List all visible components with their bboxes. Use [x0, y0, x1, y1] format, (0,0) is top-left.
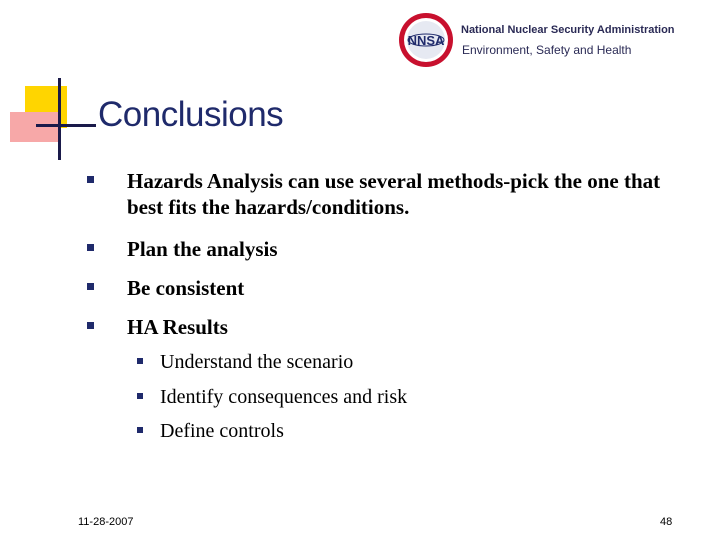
bullet-item: Hazards Analysis can use several methods-pick the one that best fits the hazards/conditions. — [127, 169, 661, 219]
bullet-item: Plan the analysis — [127, 237, 278, 261]
nnsa-logo-icon — [398, 12, 454, 68]
decor-horizontal-line — [36, 124, 96, 127]
bullet-icon — [87, 244, 94, 251]
sub-bullet-item: Identify consequences and risk — [160, 386, 408, 408]
bullet-icon — [87, 283, 94, 290]
org-subtitle: Environment, Safety and Health — [462, 43, 632, 57]
sub-bullet-item: Understand the scenario — [160, 351, 354, 373]
sub-bullet-icon — [137, 358, 143, 364]
decor-vertical-line — [58, 78, 61, 160]
bullet-item: HA Results — [127, 315, 228, 339]
bullet-icon — [87, 176, 94, 183]
footer-date: 11-28-2007 — [78, 516, 134, 528]
slide-title: Conclusions — [98, 95, 284, 134]
sub-bullet-item: Define controls — [160, 420, 284, 442]
decor-pink-square — [10, 112, 60, 142]
sub-bullet-icon — [137, 393, 143, 399]
page-number: 48 — [660, 516, 673, 528]
bullet-icon — [87, 322, 94, 329]
bullet-item: Be consistent — [127, 276, 245, 300]
sub-bullet-icon — [137, 427, 143, 433]
org-name: National Nuclear Security Administration — [461, 24, 675, 36]
logo-text: NNSA — [407, 33, 445, 48]
